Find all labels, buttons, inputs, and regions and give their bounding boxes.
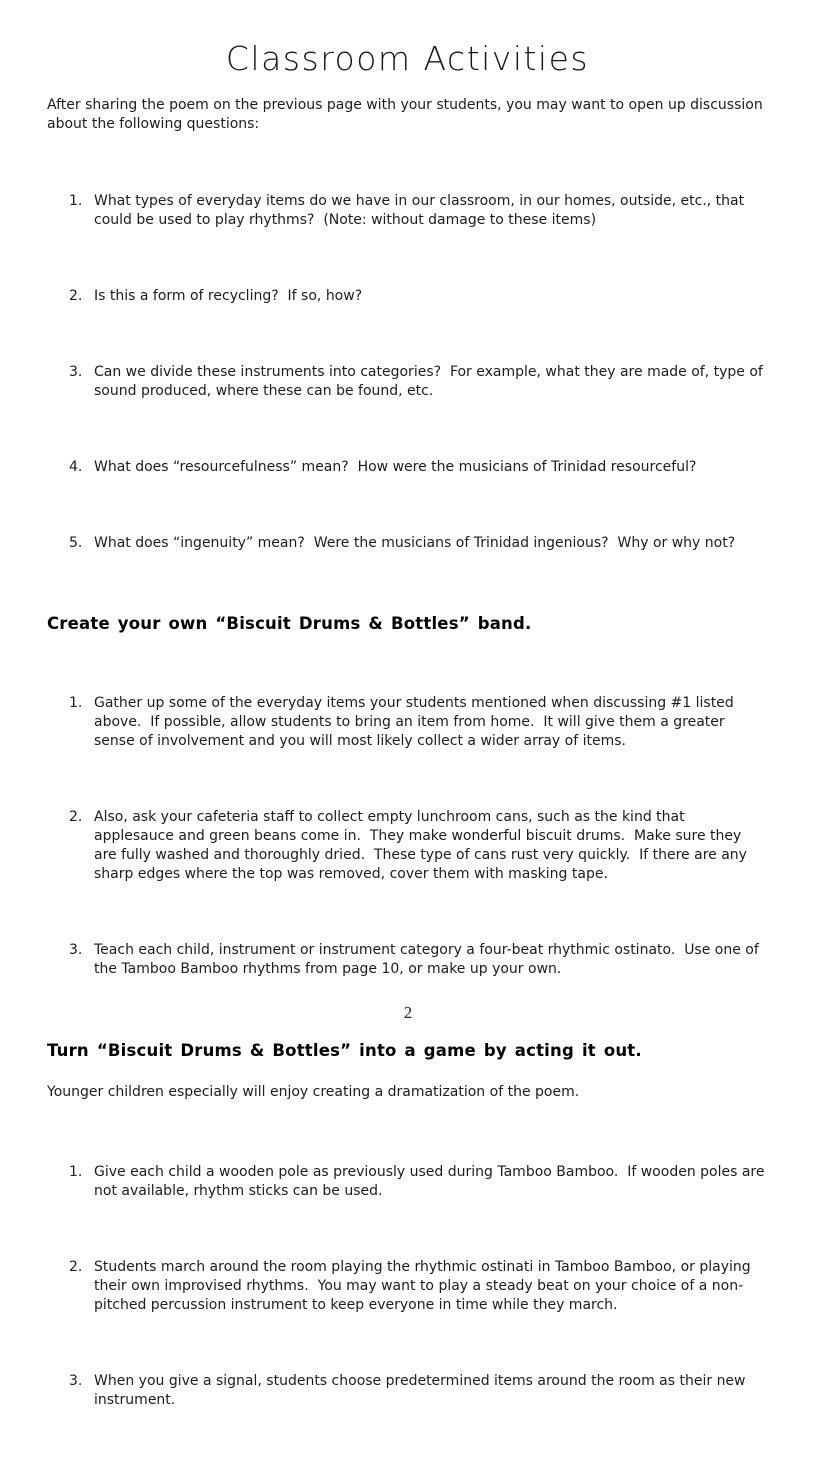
list-item-text: Gather up some of the everyday items your students mentioned when discussing #1 listed above. If possible, allow students to bring an item from home. It will give them a greater sense of involvement and you will most likely collect a wider array of items. (94, 695, 739, 749)
page-number: 2 (403, 1003, 413, 1022)
list-item-number: 5. (69, 535, 83, 551)
list-item-text: What does “resourcefulness” mean? How were the musicians of Trinidad resourceful? (94, 459, 697, 475)
list-item-number: 3. (69, 942, 83, 958)
list-item (47, 808, 768, 884)
list-item (47, 1258, 768, 1315)
intro-paragraph: After sharing the poem on the previous page with your students, you may want to open up discussion about the following questions: (47, 97, 768, 132)
discussion-questions-list (47, 154, 768, 610)
list-item (47, 1372, 768, 1410)
list-item-number: 1. (69, 193, 83, 209)
list-item (47, 534, 768, 553)
band-section-heading: Create your own “Biscuit Drums & Bottles” band. (47, 614, 532, 633)
list-item (47, 192, 768, 230)
list-item-text: Is this a form of recycling? If so, how? (94, 288, 363, 304)
list-item-text: Can we divide these instruments into categories? For example, what they are made of, type of sound produced, where these can be found, etc. (94, 364, 768, 399)
list-item-number: 1. (69, 695, 83, 711)
list-item-text: What types of everyday items do we have in our classroom, in our homes, outside, etc., that could be used to play rhythms? (Note: without damage to these items) (94, 193, 749, 228)
list-item-text: Students march around the room playing the rhythmic ostinati in Tamboo Bamboo, or playing their own improvised rhythms. You may want to play a steady beat on your choice of a non-pitched percussion instrument to keep everyone in time while they march. (94, 1259, 756, 1313)
list-item-number: 3. (69, 1373, 83, 1389)
game-section-heading: Turn “Biscuit Drums & Bottles” into a game by acting it out. (47, 1041, 642, 1060)
list-item-text: Also, ask your cafeteria staff to collect empty lunchroom cans, such as the kind that applesauce and green beans come in. They make wonderful biscuit drums. Make sure they are fully washed and thoroughly dried. These type of cans rust very quickly. If there are any sharp edges where the top was removed, cover them with masking tape. (94, 809, 752, 882)
list-item-number: 2. (69, 809, 83, 825)
list-item-number: 2. (69, 1259, 83, 1275)
list-item (47, 458, 768, 477)
list-item (47, 941, 768, 979)
list-item-text: What does “ingenuity” mean? Were the musicians of Trinidad ingenious? Why or why not? (94, 535, 736, 551)
game-section-steps-list (47, 1125, 768, 1467)
list-item (47, 287, 768, 306)
list-item-text: Give each child a wooden pole as previously used during Tamboo Bamboo. If wooden poles are not available, rhythm sticks can be used. (94, 1164, 769, 1199)
page-title: Classroom Activities (225, 39, 590, 78)
list-item-number: 2. (69, 288, 83, 304)
list-item (47, 694, 768, 751)
band-section-steps-list (47, 656, 768, 1036)
list-item (47, 1163, 768, 1201)
game-section-intro: Younger children especially will enjoy creating a dramatization of the poem. (47, 1084, 580, 1100)
list-item-text: Teach each child, instrument or instrument category a four-beat rhythmic ostinato. Use one of the Tamboo Bamboo rhythms from page 10, or make up your own. (94, 942, 764, 977)
list-item (47, 363, 768, 401)
list-item-text: When you give a signal, students choose predetermined items around the room as their new instrument. (94, 1373, 750, 1408)
list-item-number: 3. (69, 364, 83, 380)
list-item-number: 1. (69, 1164, 83, 1180)
list-item-number: 4. (69, 459, 83, 475)
